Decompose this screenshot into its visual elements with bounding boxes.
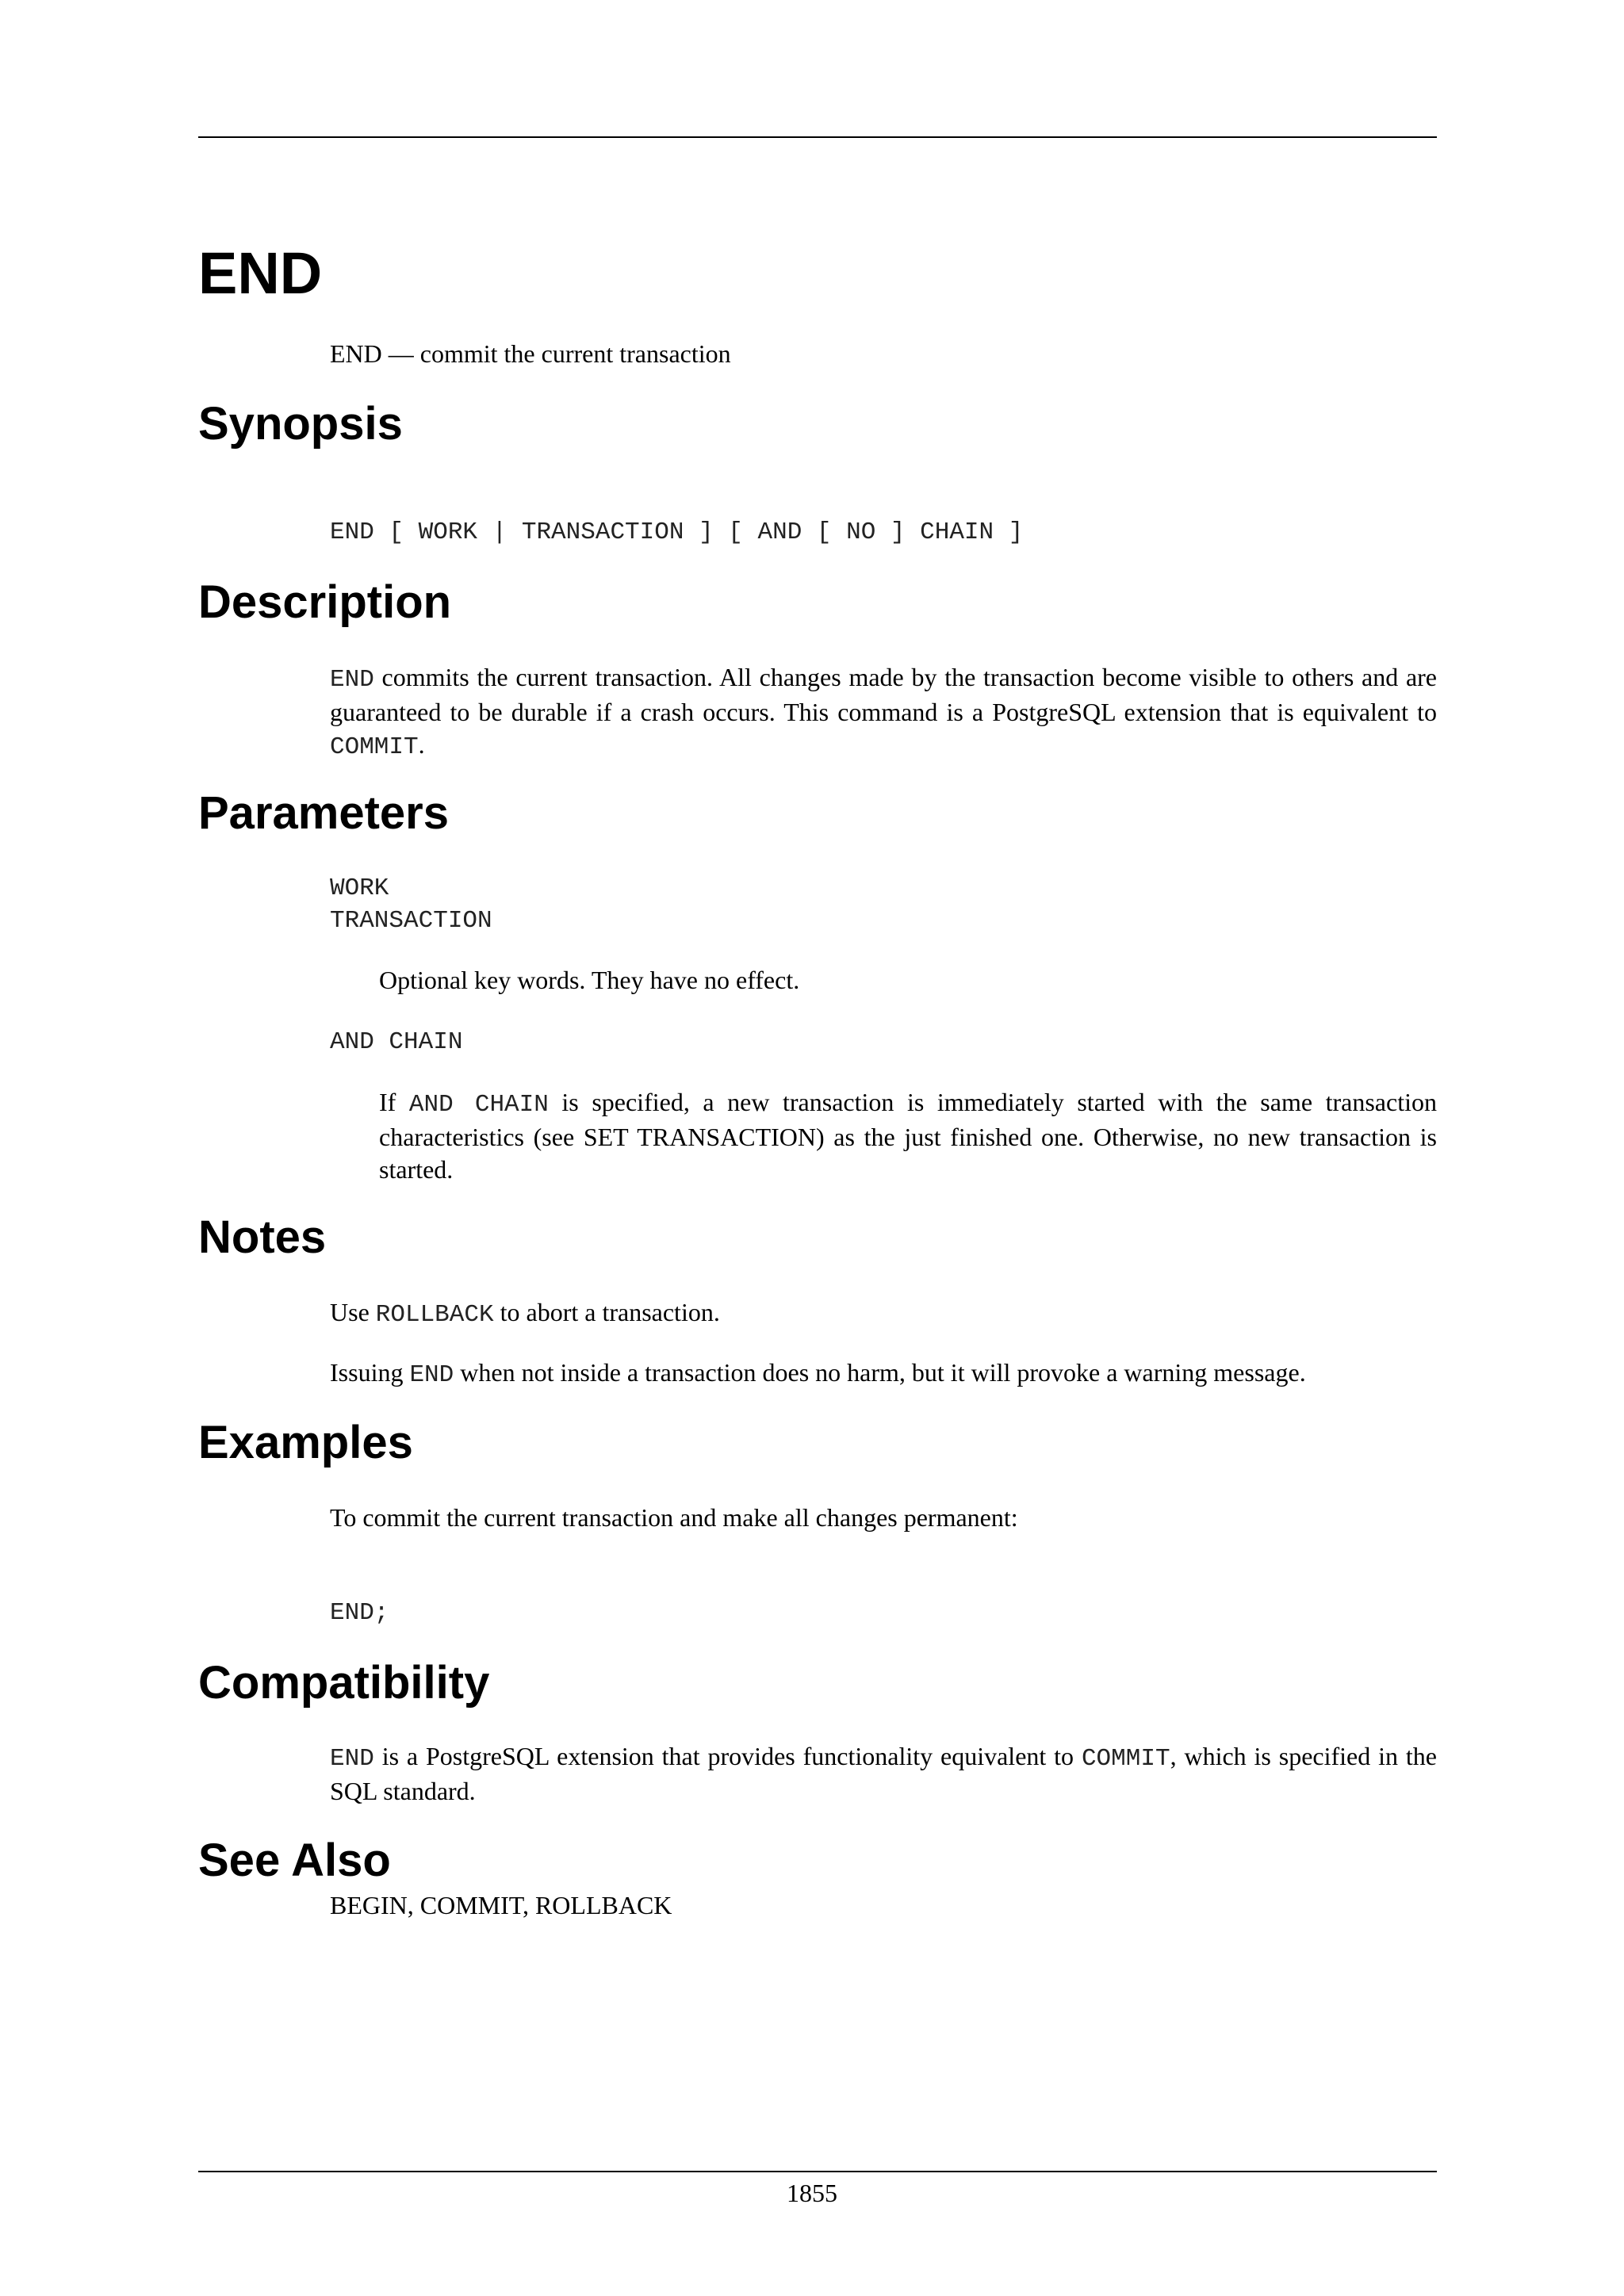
refpurpose: END — commit the current transaction	[330, 339, 731, 368]
inline-code-end: END	[409, 1361, 454, 1389]
footer-rule	[198, 2171, 1437, 2172]
param-term-work: WORK	[330, 874, 389, 902]
chain-text: is specified, a new transaction is immediately started with the same transaction characteristics (see SET TRANSACTION) as the just finished one. Otherwise, no new transaction is started.	[379, 1088, 1437, 1184]
param-desc-optional: Optional key words. They have no effect.	[379, 966, 800, 994]
description-text-a: commits the current transaction. All changes made by the transaction become visible to others and are guaranteed to be durable if a crash occurs. This command is a PostgreSQL extension that is equivalent to	[330, 663, 1437, 726]
page-number: 1855	[787, 2179, 837, 2207]
see-also-heading: See Also	[198, 1835, 391, 1886]
compatibility-paragraph	[330, 1740, 1437, 1808]
examples-heading: Examples	[198, 1417, 413, 1468]
inline-code-end: END	[330, 666, 374, 694]
synopsis-heading: Synopsis	[198, 398, 403, 450]
description-text-b: .	[418, 730, 425, 759]
chain-if: If	[379, 1088, 409, 1116]
notes-p2-b: when not inside a transaction does no harm, but it will provoke a warning message.	[454, 1358, 1306, 1387]
inline-code-commit: COMMIT	[330, 733, 419, 761]
synopsis-code: END [ WORK | TRANSACTION ] [ AND [ NO ] CHAIN ]	[330, 519, 1024, 546]
param-desc-and-chain	[379, 1086, 1437, 1186]
inline-code-and-chain: AND CHAIN	[408, 1091, 549, 1119]
notes-heading: Notes	[198, 1211, 327, 1263]
see-also-links: BEGIN, COMMIT, ROLLBACK	[330, 1891, 672, 1919]
compatibility-text-a: is a PostgreSQL extension that provides functionality equivalent to	[373, 1742, 1082, 1770]
inline-code-rollback: ROLLBACK	[375, 1301, 494, 1329]
inline-code-commit: COMMIT	[1081, 1745, 1170, 1773]
inline-code-end: END	[330, 1745, 374, 1773]
compatibility-heading: Compatibility	[198, 1657, 490, 1709]
notes-paragraph-1	[330, 1296, 1437, 1331]
compatibility-text-b: , which is specified in the SQL standard.	[330, 1742, 1438, 1805]
notes-p1-b: to abort a transaction.	[493, 1298, 720, 1326]
description-paragraph	[330, 661, 1437, 763]
parameters-heading: Parameters	[198, 787, 449, 839]
examples-code: END;	[330, 1599, 389, 1627]
page-title: END	[198, 240, 323, 306]
notes-p2-a: Issuing	[330, 1358, 410, 1387]
param-term-transaction: TRANSACTION	[330, 907, 492, 935]
notes-paragraph-2	[330, 1357, 1437, 1391]
description-heading: Description	[198, 576, 452, 628]
examples-intro: To commit the current transaction and make all changes permanent:	[330, 1503, 1018, 1532]
notes-p1-a: Use	[330, 1298, 376, 1326]
header-rule	[198, 136, 1437, 138]
param-term-and-chain: AND CHAIN	[330, 1028, 463, 1056]
